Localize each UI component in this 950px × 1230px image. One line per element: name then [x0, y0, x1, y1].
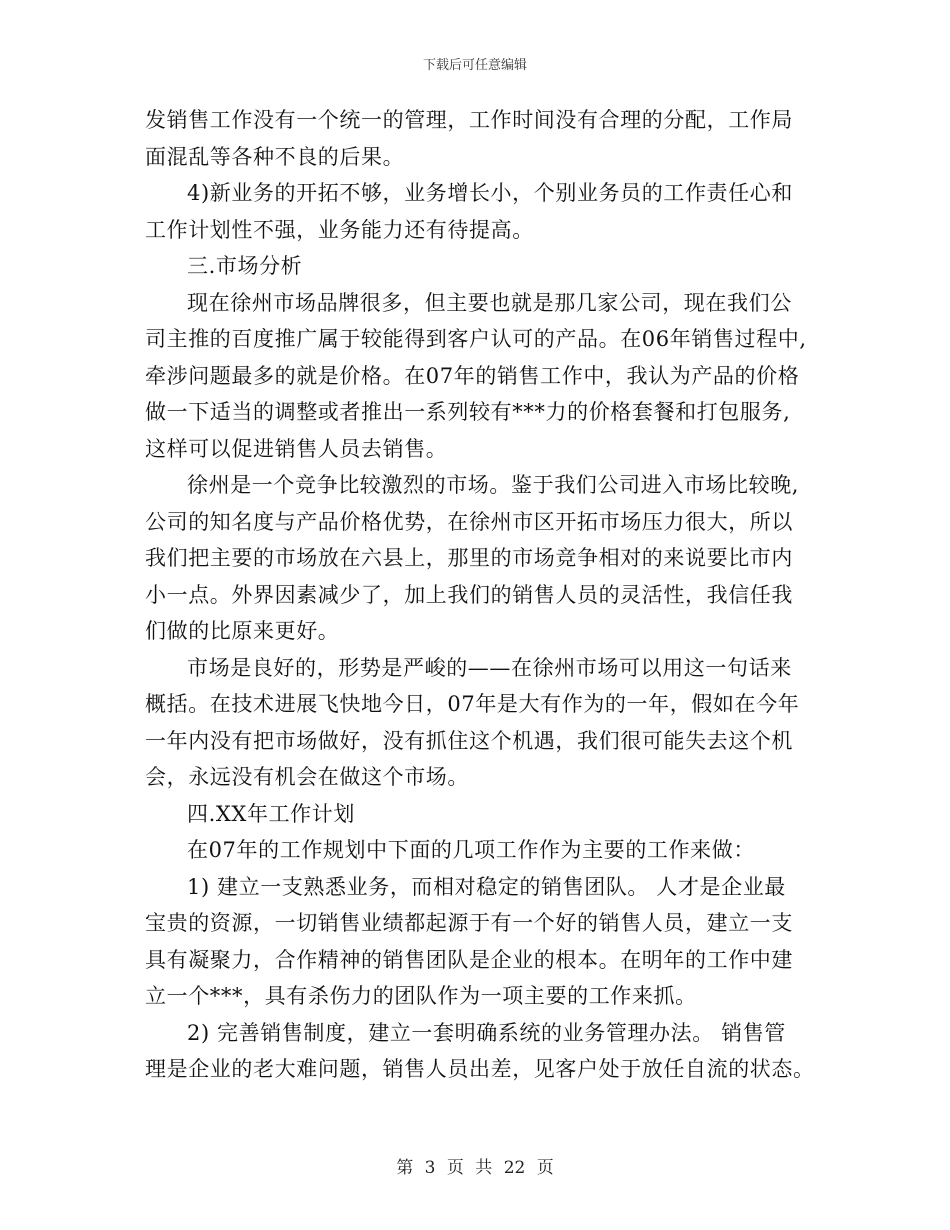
text-line: 司主推的百度推广属于较能得到客户认可的产品。在06年销售过程中, — [145, 327, 807, 351]
text-line: 公司的知名度与产品价格优势，在徐州市区开拓市场压力很大，所以 — [145, 509, 793, 534]
text-line: 做一下适当的调整或者推出一系列较有***力的价格套餐和打包服务, — [145, 400, 791, 424]
text-line: 三.市场分析 — [187, 254, 303, 278]
text-line: 具有凝聚力，合作精神的销售团队是企业的根本。在明年的工作中建 — [145, 947, 793, 972]
text-line: 这样可以促进销售人员去销售。 — [145, 436, 448, 461]
text-line: 小一点。外界因素减少了，加上我们的销售人员的灵活性，我信任我 — [145, 582, 793, 607]
text-line: 概括。在技术进展飞快地今日，07年是大有作为的一年，假如在今年 — [145, 692, 800, 716]
text-line: 们做的比原来更好。 — [145, 619, 340, 643]
text-line: 4)新业务的开拓不够，业务增长小，个别业务员的工作责任心和 — [187, 181, 793, 205]
text-line: 工作计划性不强，业务能力还有待提高。 — [145, 217, 534, 242]
text-line: 宝贵的资源，一切销售业绩都起源于有一个好的销售人员，建立一支 — [145, 911, 793, 935]
text-line: 现在徐州市场品牌很多，但主要也就是那几家公司，现在我们公 — [187, 290, 792, 315]
text-line: 面混乱等各种不良的后果。 — [145, 144, 405, 169]
text-line: 会，永远没有机会在做这个市场。 — [145, 765, 469, 789]
page-header: 下载后可任意编辑 — [422, 58, 527, 73]
text-line: 理是企业的老大难问题，销售人员出差，见客户处于放任自流的状态。 — [145, 1057, 815, 1081]
text-line: 在07年的工作规划中下面的几项工作作为主要的工作来做： — [187, 838, 755, 862]
text-line: 徐州是一个竞争比较激烈的市场。鉴于我们公司进入市场比较晚, — [187, 473, 800, 497]
text-line: 一年内没有把市场做好，没有抓住这个机遇，我们很可能失去这个机 — [145, 728, 793, 753]
page-number-footer: 第 3 页 共 22 页 — [396, 1158, 554, 1178]
text-line: 1) 建立一支熟悉业务，而相对稳定的销售团队。 人才是企业最 — [187, 874, 786, 899]
text-line: 立一个***，具有杀伤力的团队作为一项主要的工作来抓。 — [145, 984, 697, 1008]
text-line: 市场是良好的，形势是严峻的——在徐州市场可以用这一句话来 — [187, 655, 792, 680]
text-line: 我们把主要的市场放在六县上，那里的市场竞争相对的来说要比市内 — [145, 546, 793, 570]
text-line: 2) 完善销售制度，建立一套明确系统的业务管理办法。 销售管 — [187, 1020, 786, 1045]
text-line: 四.XX年工作计划 — [187, 801, 355, 826]
document-body — [145, 102, 815, 1088]
text-line: 牵涉问题最多的就是价格。在07年的销售工作中，我认为产品的价格 — [145, 363, 800, 388]
text-line: 发销售工作没有一个统一的管理，工作时间没有合理的分配，工作局 — [145, 108, 793, 132]
